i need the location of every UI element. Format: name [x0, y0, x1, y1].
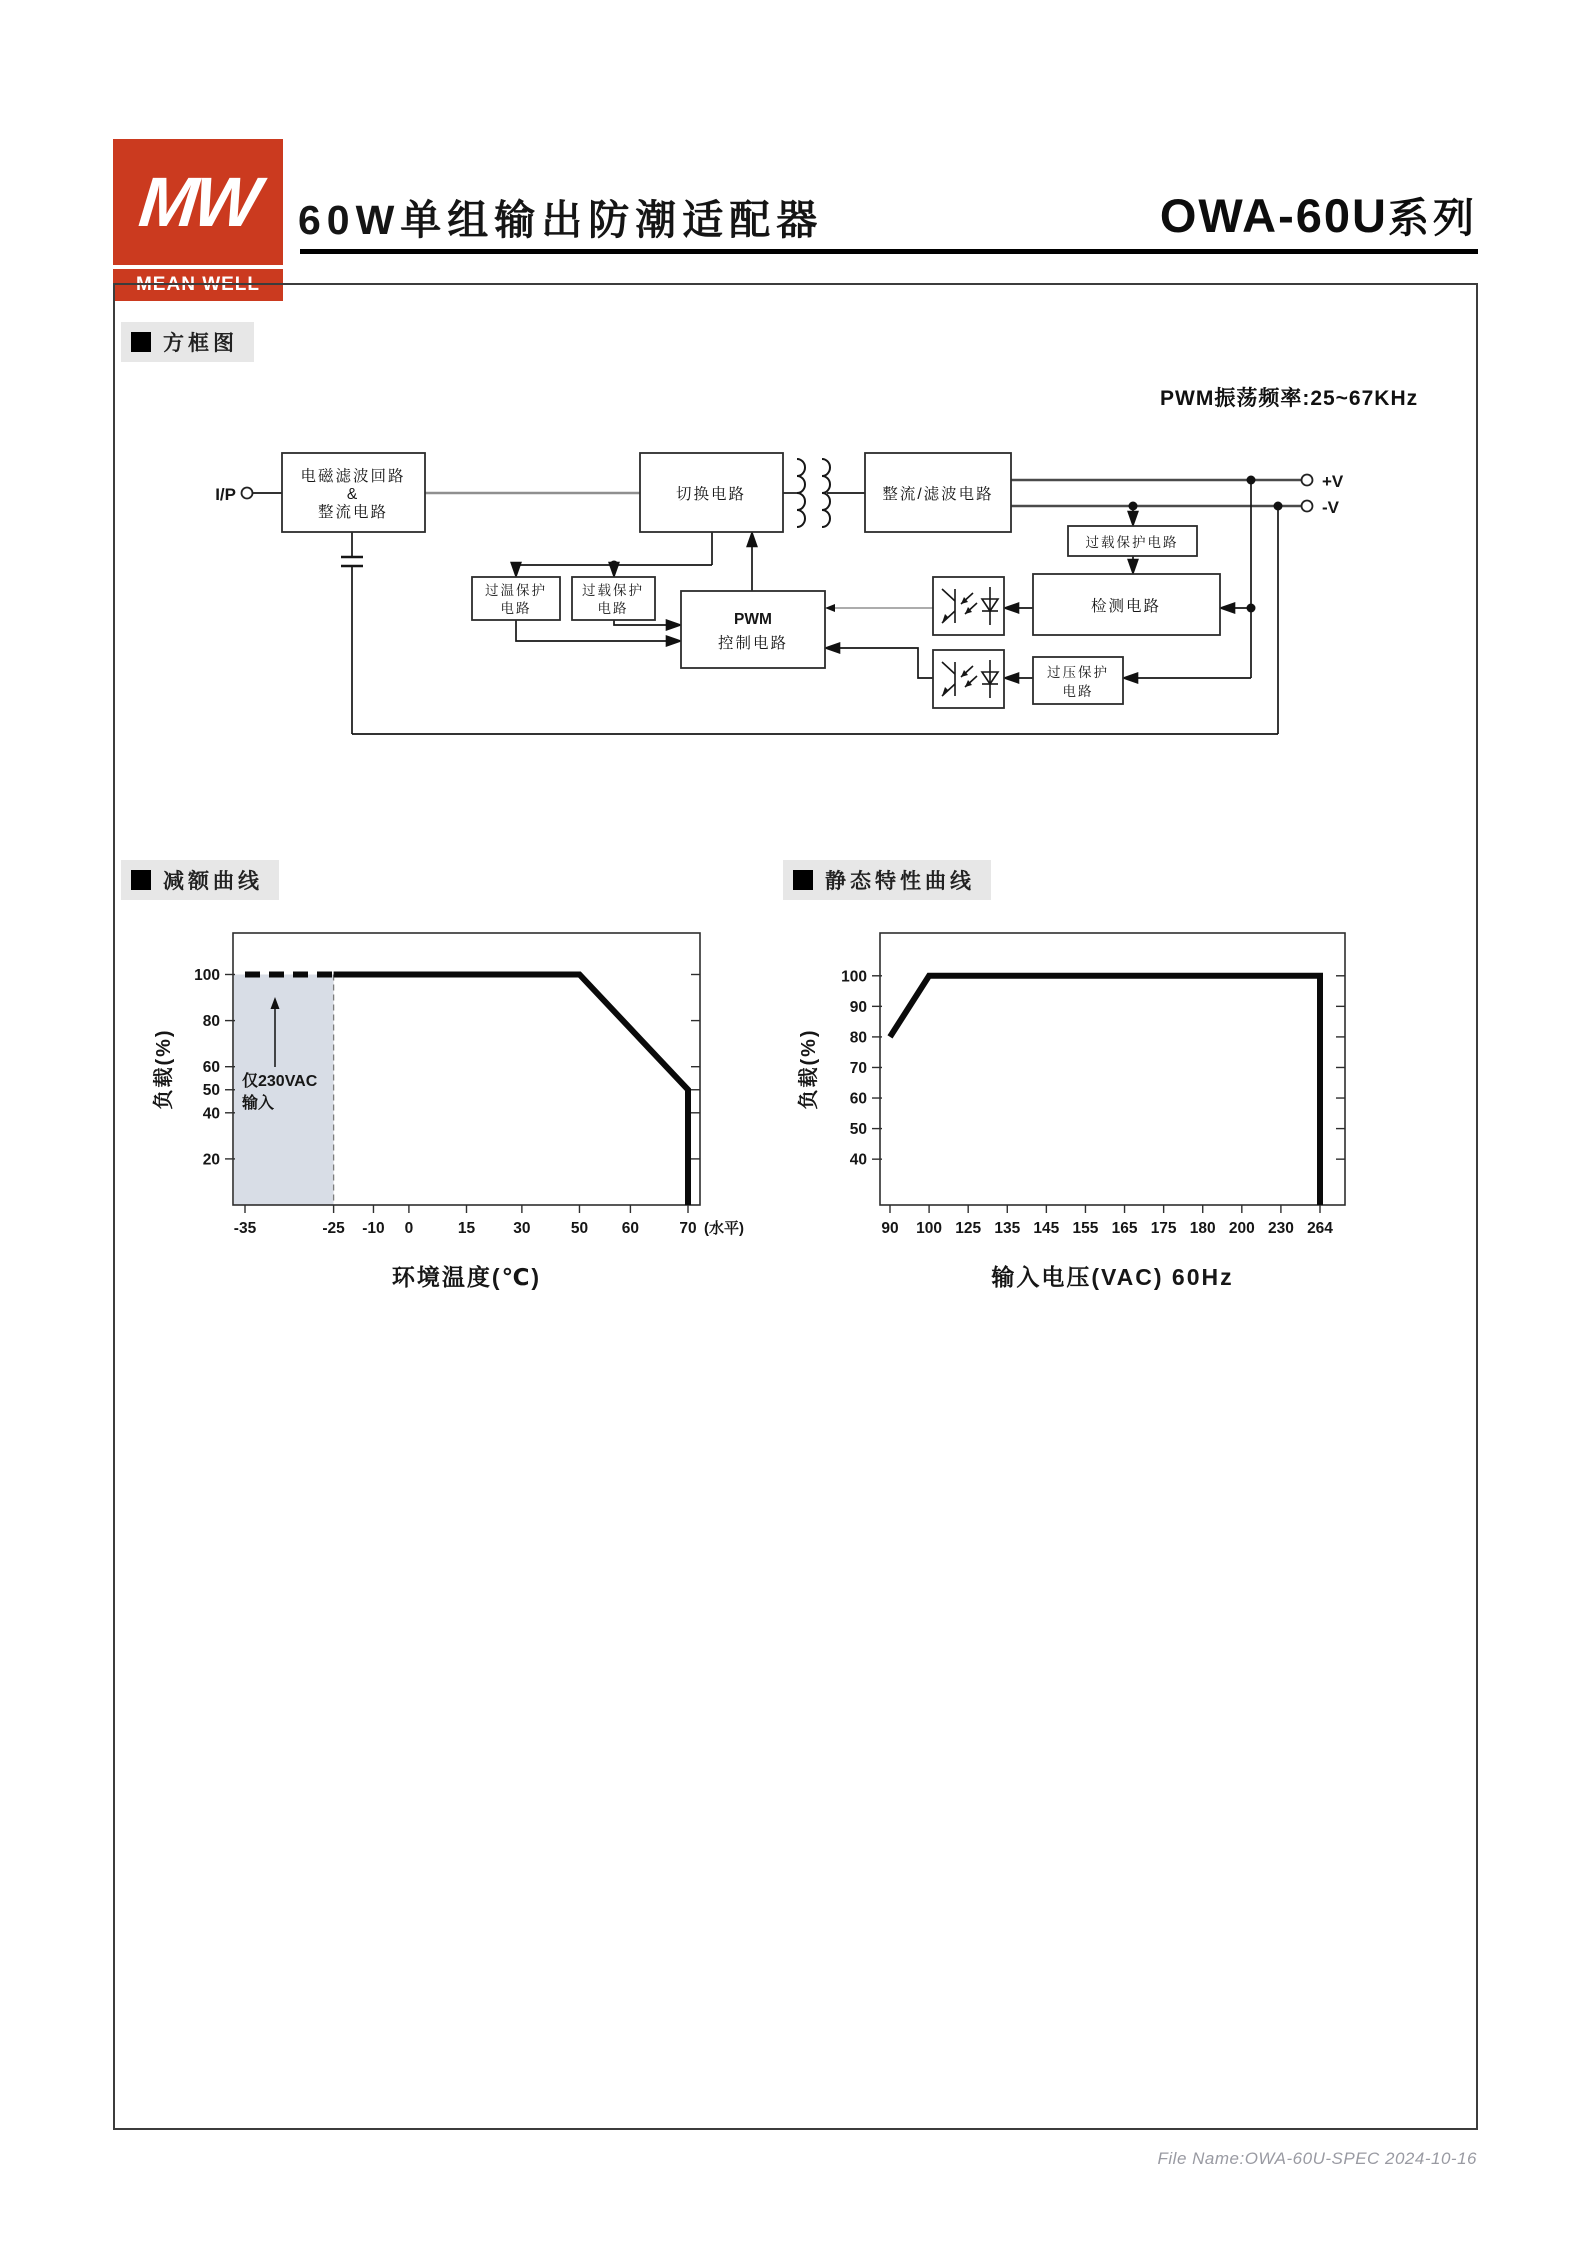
series-title [1160, 185, 1478, 244]
label-emi-3: 整流电路 [317, 504, 389, 521]
label-otp-2: 电路 [500, 601, 532, 616]
page-title: 60W单组输出防潮适配器 [298, 197, 824, 243]
x-tick-label: 145 [1033, 1220, 1060, 1237]
y-axis-title: 负载(%) [153, 1028, 175, 1110]
feedback-arrow [825, 604, 835, 612]
transformer-icon [797, 459, 830, 527]
input-terminal-icon [242, 488, 253, 499]
x-tick-label: 165 [1111, 1220, 1138, 1237]
annotation-text: 仅230VAC [242, 1073, 318, 1090]
logo-brand-text: MEAN WELL [113, 265, 283, 301]
x-tick-label: 230 [1267, 1220, 1294, 1237]
annotation-text: 输入 [242, 1095, 275, 1112]
logo-monogram: MW [135, 163, 261, 241]
x-tick-label: 180 [1189, 1220, 1216, 1237]
y-tick-label: 80 [202, 1013, 220, 1031]
series-model: OWA-60U [1159, 189, 1388, 242]
vplus-label: +V [1322, 472, 1344, 491]
label-emi-2: & [346, 486, 360, 503]
y-tick-label: 40 [849, 1151, 867, 1169]
series-solid [890, 976, 1320, 1205]
y-axis-title: 负载(%) [798, 1028, 820, 1110]
x-tick-label: 264 [1307, 1220, 1333, 1237]
x-tick-label: -35 [233, 1220, 257, 1237]
section-static-curve [783, 860, 991, 900]
x-tick-label: 155 [1072, 1220, 1099, 1237]
x-tick-label: 0 [404, 1220, 414, 1237]
label-pwm-1: PWM [734, 611, 772, 628]
label-emi-1: 电磁滤波回路 [300, 468, 406, 485]
x-tick-label: 100 [916, 1220, 943, 1237]
label-olp1-2: 电路 [597, 601, 629, 616]
pwm-frequency-note: PWM振荡频率:25~67KHz [1160, 387, 1419, 410]
x-tick-label: 60 [621, 1220, 640, 1237]
y-tick-label: 100 [841, 968, 867, 986]
section-block-diagram [121, 322, 254, 362]
label-olp2: 过载保护电路 [1085, 535, 1179, 550]
y-tick-label: 90 [849, 998, 867, 1016]
label-rectifier: 整流/滤波电路 [882, 486, 994, 503]
section-derating-label: 减额曲线 [163, 870, 263, 893]
x-axis-title: 输入电压(VAC) 60Hz [991, 1264, 1234, 1290]
section-bullet-icon [131, 332, 151, 352]
x-tick-label: 175 [1150, 1220, 1177, 1237]
x-tick-label: 15 [457, 1220, 476, 1237]
file-name-footer: File Name:OWA-60U-SPEC 2024-10-16 [1157, 2149, 1477, 2168]
block-diagram [113, 425, 1478, 770]
x-axis-suffix: (水平) [704, 1220, 744, 1237]
section-block-diagram-label: 方框图 [163, 332, 238, 355]
x-axis-title: 环境温度(℃) [391, 1264, 542, 1290]
box-pwm-control [681, 591, 825, 668]
x-tick-label: 30 [513, 1220, 531, 1237]
section-static-curve-label: 静态特性曲线 [825, 870, 975, 893]
x-tick-label: 125 [955, 1220, 982, 1237]
y-tick-label: 70 [849, 1059, 867, 1077]
vplus-terminal-icon [1302, 475, 1313, 486]
derating-chart [150, 905, 770, 1325]
label-otp-1: 过温保护 [485, 583, 547, 598]
y-tick-label: 20 [202, 1151, 220, 1169]
y-tick-label: 50 [849, 1121, 867, 1139]
y-tick-label: 60 [202, 1059, 220, 1077]
label-detection: 检测电路 [1090, 598, 1162, 615]
y-tick-label: 80 [849, 1029, 867, 1047]
x-tick-label: 50 [570, 1220, 589, 1237]
output-rails [1011, 480, 1301, 506]
x-tick-label: 200 [1228, 1220, 1255, 1237]
section-bullet-icon [793, 870, 813, 890]
label-olp1-1: 过载保护 [582, 583, 644, 598]
section-derating [121, 860, 279, 900]
x-tick-label: -25 [322, 1220, 345, 1237]
x-tick-label: -10 [362, 1220, 385, 1237]
x-tick-label: 90 [881, 1220, 899, 1237]
input-label: I/P [215, 485, 236, 504]
series-solid [334, 974, 688, 1205]
capacitor-icon [341, 557, 363, 566]
y-tick-label: 100 [194, 966, 220, 984]
vminus-terminal-icon [1302, 501, 1313, 512]
meanwell-logo [113, 139, 283, 301]
label-switching: 切换电路 [675, 486, 747, 503]
series-suffix: 系列 [1388, 195, 1478, 241]
label-ovp-2: 电路 [1062, 684, 1094, 699]
static-characteristic-chart [790, 905, 1390, 1325]
y-tick-label: 60 [849, 1090, 867, 1108]
y-tick-label: 40 [202, 1105, 220, 1123]
x-tick-label: 70 [679, 1220, 697, 1237]
section-bullet-icon [131, 870, 151, 890]
label-ovp-1: 过压保护 [1047, 665, 1109, 680]
x-tick-label: 135 [994, 1220, 1021, 1237]
y-tick-label: 50 [202, 1082, 220, 1100]
vminus-label: -V [1322, 498, 1339, 517]
label-pwm-2: 控制电路 [717, 635, 789, 652]
title-underline [300, 249, 1478, 254]
